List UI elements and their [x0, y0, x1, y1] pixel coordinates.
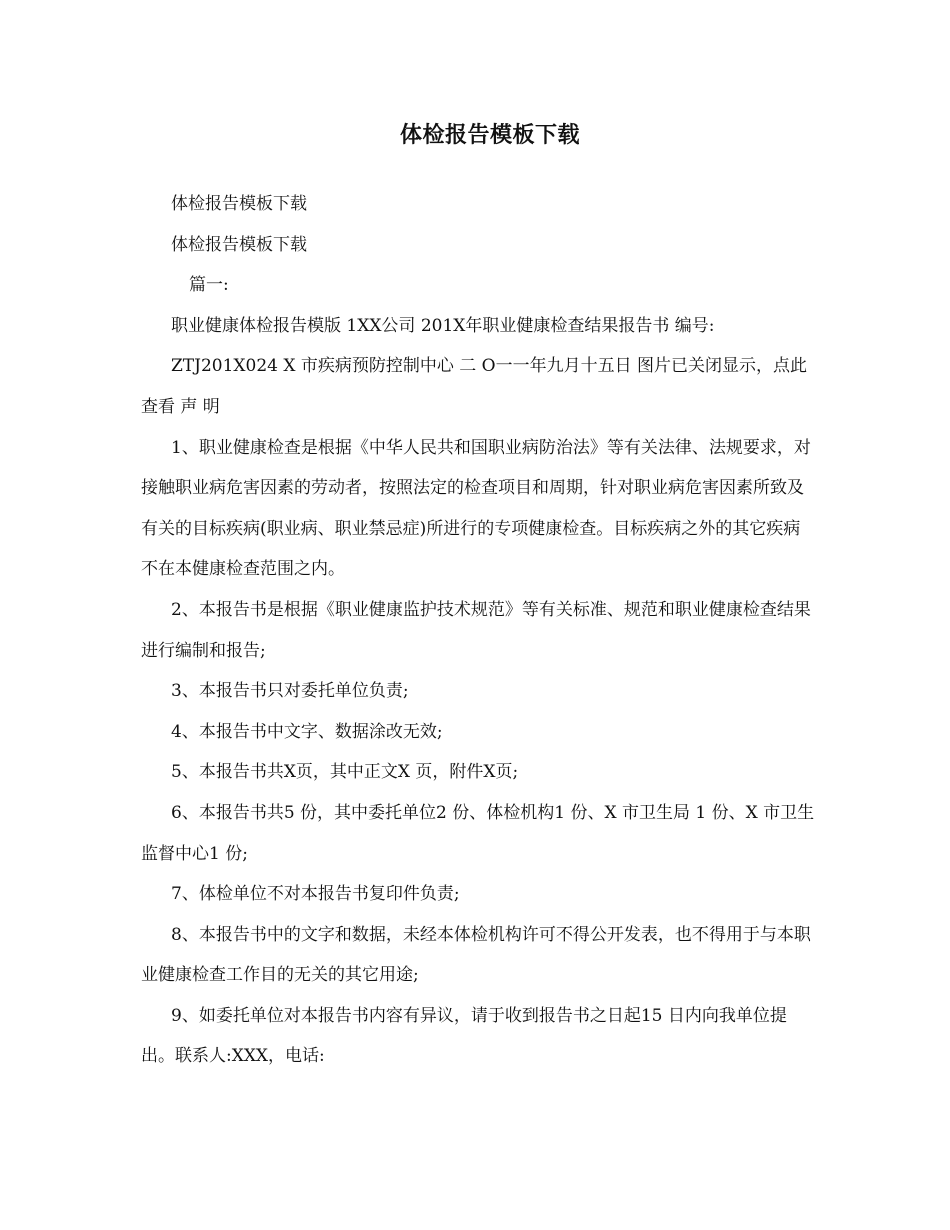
document-title: 体检报告模板下载: [399, 122, 580, 148]
paragraph-item-9: 9、如委托单位对本报告书内容有异议，请于收到报告书之日起15 日内向我单位提出。联系人:XXX，电话:: [141, 1005, 787, 1067]
paragraph-subtitle-1: 体检报告模板下载: [171, 194, 307, 214]
paragraph-item-4: 4、本报告书中文字、数据涂改无效;: [171, 721, 443, 742]
paragraph-section-label: 篇一:: [189, 275, 229, 296]
paragraph-item-2: 2、本报告书是根据《职业健康监护技术规范》等有关标准、规范和职业健康检查结果进行编制和报告;: [141, 599, 811, 661]
paragraph-item-5: 5、本报告书共X页，其中正文X 页，附件X页;: [171, 762, 519, 783]
document-body: [141, 184, 817, 1077]
paragraph-report-number: ZTJ201X024 X 市疾病预防控制中心 二 O一一年九月十五日 图片已关闭显示，点此查看 声 明: [141, 356, 808, 417]
paragraph-report-heading: 职业健康体检报告模版 1XX公司 201X年职业健康检查结果报告书 编号:: [171, 315, 715, 336]
paragraph-subtitle-2: 体检报告模板下载: [171, 234, 307, 255]
paragraph-item-8: 8、本报告书中的文字和数据，未经本体检机构许可不得公开发表，也不得用于与本职业健康检查工作目的无关的其它用途;: [141, 924, 811, 986]
paragraph-item-1: 1、职业健康检查是根据《中华人民共和国职业病防治法》等有关法律、法规要求，对接触职业病危害因素的劳动者，按照法定的检查项目和周期，针对职业病危害因素所致及有关的目标疾病(职业病、职业禁忌症)所进行的专项健康检查。目标疾病之外的其它疾病不在本健康检查范围之内。: [141, 437, 811, 580]
paragraph-item-6: 6、本报告书共5 份，其中委托单位2 份、体检机构1 份、X 市卫生局 1 份、X 市卫生监督中心1 份;: [141, 802, 815, 864]
paragraph-item-7: 7、体检单位不对本报告书复印件负责;: [171, 884, 460, 905]
paragraph-item-3: 3、本报告书只对委托单位负责;: [171, 681, 409, 702]
